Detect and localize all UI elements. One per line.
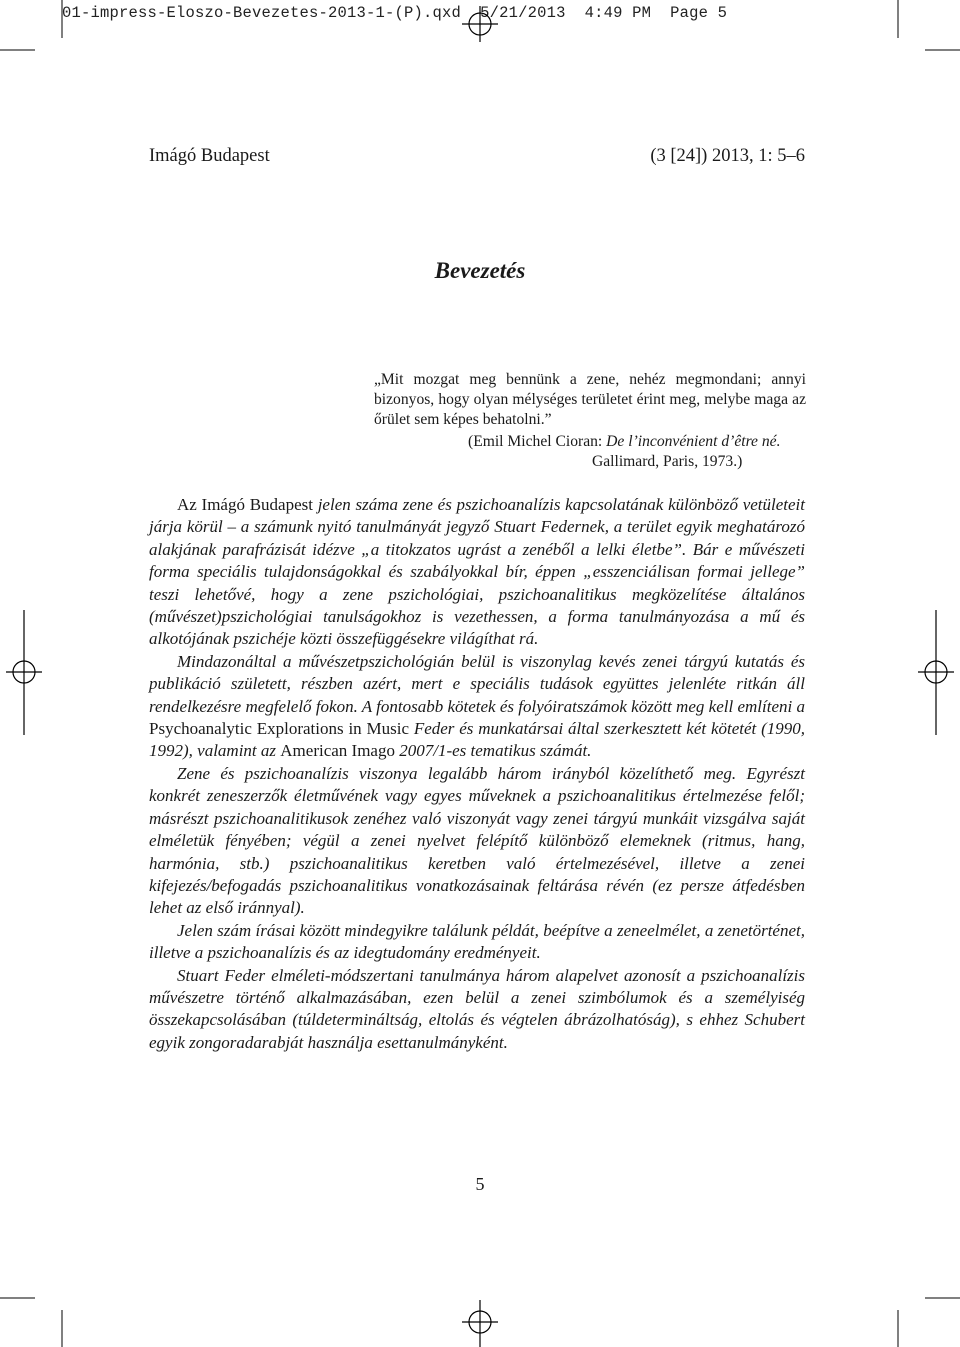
epigraph-quote: „Mit mozgat meg bennünk a zene, nehéz megmondani; annyi bizonyos, hogy olyan mélységes területet érint meg, melybe maga az őrület sem képes behatolni.” xyxy=(374,371,806,428)
paragraph-2-text-c: Feder és munkatársai által szerkesztett két kötetét (1990, 1992), valamint az xyxy=(149,719,805,761)
running-header xyxy=(149,146,805,167)
paragraph-1 xyxy=(149,494,805,651)
registration-mark-top xyxy=(462,6,498,42)
print-slug: 01-impress-Eloszo-Bevezetes-2013-1-(P).qxd 5/21/2013 4:49 PM Page 5 xyxy=(62,4,728,22)
epigraph xyxy=(374,370,806,472)
journal-mention: Az Imágó Budapest xyxy=(177,495,313,514)
journal-title-american-imago: American Imago xyxy=(280,741,395,761)
epigraph-source-publisher: Gallimard, Paris, 1973.) xyxy=(592,453,743,470)
book-title-psychoanalytic-explorations: Psychoanalytic Explorations in Music xyxy=(149,719,409,739)
registration-mark-right xyxy=(918,610,954,735)
paragraph-2-text-a: Mindazonáltal a művészetpszichológián belül is viszonylag kevés zenei tárgyú kutatás és publikáció született, részben azért, mert e speciális tudások együttes jelenléte ritkán áll rendelkezésre megfelelő fokon. A fontosabb kötetek és folyóiratszámok között meg kell említeni a xyxy=(149,651,805,716)
epigraph-source-author: (Emil Michel Cioran: xyxy=(468,433,607,450)
paragraph-5: Stuart Feder elméleti-módszertani tanulmánya három alapelvet azonosít a pszichoanalízis művészetre történő alkalmazásában, ezen belül a zenei szimbólumok és a személyiség összekapcsolásában (túldetermináltság, eltolás és végtelen ábrázolhatóság), s ehhez Schubert egyik zongoradarabját használja esettanulmányként. xyxy=(149,965,805,1052)
journal-name: Imágó Budapest xyxy=(149,146,270,166)
paragraph-4: Jelen szám írásai között mindegyikre találunk példát, beépítve a zeneelmélet, a zenetörténet, illetve a pszichoanalízis és az idegtudomány eredményeit. xyxy=(149,920,805,963)
paragraph-2 xyxy=(149,651,805,763)
article-body xyxy=(149,494,805,1054)
epigraph-source-title: De l’inconvénient d’être né. xyxy=(606,433,781,450)
paragraph-3: Zene és pszichoanalízis viszonya legalább három irányból közelíthető meg. Egyrészt konkrét zeneszerzők életművének vagy egyes műveknek a pszichoanalitikus értelmezése felől; másrészt pszichoanalitikusok zenéhez való viszonyát vagy zenei tárgyú munkáit vizsgálva saját elméletük fényében; végül a zenei nyelvet felépítő különböző elemeknek (ritmus, hang, harmónia, stb.) pszichoanalitikus keretben való értelmezésével, illetve a zenei kifejezés/befogadás pszichoanalitikus vonatkozásainak feltárása révén (ez persze átfedésben lehet az első iránnyal). xyxy=(149,763,805,918)
epigraph-source xyxy=(468,432,806,452)
issue-info: (3 [24]) 2013, 1: 5–6 xyxy=(650,146,805,166)
paragraph-2-text-e: 2007/1-es tematikus számát. xyxy=(394,741,592,761)
paragraph-1-text: jelen száma zene és pszichoanalízis kapcsolatának különböző vetületeit járja körül – a számunk nyitó tanulmányát jegyző Stuart Federnek, a terület egyik meghatározó alakjának parafrázisát idézve „a titokzatos ugrást a zenéből a lelki életbe”. Bár e művészeti forma speciális tulajdonságokkal és szabályokkal bír, éppen „esszenciálisan formai jellege” teszi lehetővé, hogy a zene pszichológiai, pszichoanalitikus megközelítése általános (művészet)pszichológiai tanulságokhoz is vezethessen, a forma tanulmányozása a mű és alkotójának pszichéje közti összefüggésekre világíthat rá. xyxy=(149,495,805,649)
page-number: 5 xyxy=(475,1174,485,1194)
article-title: Bevezetés xyxy=(434,258,526,283)
registration-mark-bottom xyxy=(462,1300,498,1347)
registration-mark-left xyxy=(6,610,42,735)
